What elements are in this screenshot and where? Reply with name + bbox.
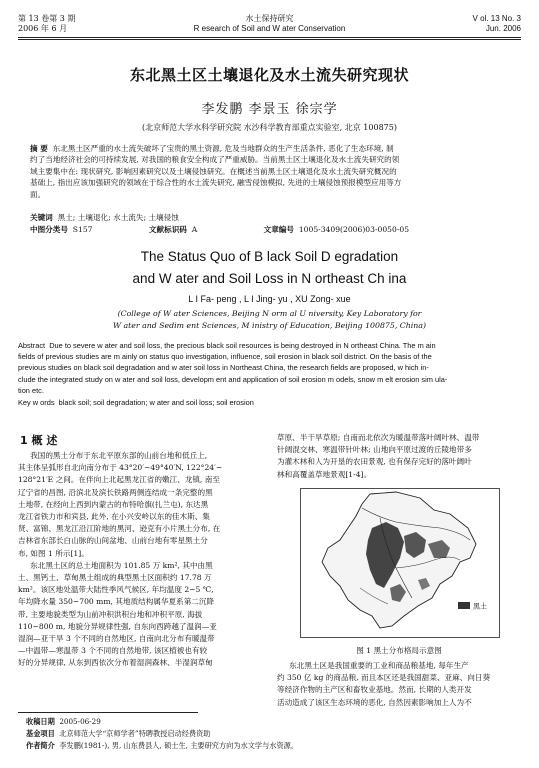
author-bio-label: 作者简介 [26,741,55,750]
fund-text: 北京师范大学“京师学者”特聘教授启动经费资助 [59,729,211,738]
abstract-en-line: fields of previous studies are m ainly on status quo investigation, influence, soil erosion in black soil district. On the basis of the [18,352,432,362]
figure-caption: 图 1 黑土分布格局示意图 [356,646,442,655]
paragraph-line: 土、黑钙土、草甸黑土组成的典型黑土区面积约 17.78 万 [18,573,212,583]
received-label: 收稿日期 [26,717,55,726]
affiliation-en [0,308,539,332]
abstract-en [18,340,521,396]
abstract-en-line: clude the integrated study on w ater and soil loss, developm ent and application of soil erosion m odels, snow m elt erosion sim ula- [18,374,448,384]
abstract-en-line: previous studies on black soil degradation and w ater soil loss in Northeast China, the research fields are proposed, w hich in- [18,363,429,373]
journal-name-cn: 水土保持研究 [245,14,294,23]
doc-code-value: A [191,225,198,234]
paragraph-line: 约 350 亿 kg 的商品粮, 而且本区还是我国甜菜、亚麻、向日葵 [277,673,491,683]
paragraph-line: 草原、半干旱草原; 自南而北依次为暖温带落叶阔叶林、温带 [277,433,480,442]
paragraph-line: 林和高覆盖草地景观[1-4]。 [277,469,372,479]
paragraph-line: 龙江省铁力市和宾县, 此外, 在小兴安岭以东的佳木斯、集 [18,512,210,522]
paragraph-line: 针阔混交林、寒温带针叶林; 山地向平原过渡的丘陵地带多 [277,445,472,455]
paper-title-en-line: and W ater and Soil Loss in N ortheast Ch ina [132,271,407,286]
paper-title-en-line: The Status Quo of B lack Soil D egradation [140,249,399,264]
header-rule [18,37,521,38]
paragraph-line: 等经济作物的主产区和畜牧业基地。然而, 长期的人类开发 [277,685,472,695]
paragraph-line: 贤、富锦、黑龙江沿江阶地的黑河、逊克有小片黑土分布, 在 [18,524,221,534]
figure-1 [300,488,500,638]
keywords-cn-text: 黑土; 土壤退化; 水土流失; 土壤侵蚀 [57,213,179,222]
abstract-cn-label: 摘 要 [30,144,48,153]
paragraph-line: 东北黑土区是我国重要的工业和商品粮基地, 每年生产 [289,661,469,670]
paragraph-line: 土地带, 在经向上西到内蒙古的布特哈旗(扎兰屯), 东达黑 [18,499,209,509]
paragraph-line: km²。该区地处温带大陆性季风气候区, 年均温度 2~5 ℃, [18,585,214,595]
paragraph-line: —中温带—寒温带 3 个不同的自然地带, 该区植被也有较 [18,646,208,656]
black-soil-map [300,488,500,638]
right-column-top [277,432,521,481]
right-column-bottom [277,660,521,709]
footnote-rule [18,712,198,713]
footnote [26,716,521,752]
paragraph-line: 湿润—亚干旱 3 个不同的自然地区, 自南向北分布有暖温带 [18,634,215,644]
paragraph-line: 好的分异规律, 从东到西依次分布着湿润森林、半湿润草甸 [18,658,213,668]
issue-date: 2006 年 6 月 [18,24,68,33]
article-id-label: 文章编号 [263,225,294,234]
paragraph-line: 我国的黑土分布于东北平原东部的山前台地和低丘上, [30,451,208,460]
abstract-cn-line: 域主要集中在: 现状研究, 影响因素研究以及土壤侵蚀研究。在概述当前黑土区土壤退化及水土流失研究概况的 [30,166,397,176]
abstract-cn-line: 约了当地经济社会的可持续发展, 对我国的粮食安全构成了严重威胁。当前黑土区土壤退化及水土流失研究的领 [30,155,400,165]
paragraph-line: 吉林省东部长白山脉的山间盆地、山前台地有零星黑土分 [18,536,208,546]
doc-code-label: 文献标识码 [148,225,187,234]
abstract-cn [30,143,512,200]
journal-name-en: R esearch of Soil and W ater Conservation [193,24,346,33]
keywords-cn [30,212,179,223]
article-id-value: 1005-3409(2006)03-0050-05 [298,225,410,234]
paragraph-line: 128°21′E 之间。在伴向上北起黑龙江省的嫩江、龙镇, 南至 [18,475,220,485]
paragraph-line: 活动造成了该区生态环境的恶化, 自然因素影响加上人为不 [277,697,472,707]
volume-issue-en: V ol. 13 No. 3 [472,14,521,23]
paragraph-line: 110~800 m, 地貌分异规律性强, 自东向西跨越了温润—亚 [18,621,217,631]
section-heading: 1 概 述 [20,434,58,447]
issue-date-en: Jun. 2006 [485,24,521,33]
paragraph-line: 为灌木林和人为开垦的农田景观, 也有保存完好的落叶阔叶 [277,457,472,467]
classification-line [30,224,512,235]
keywords-en-label: Key w ords [18,398,55,407]
volume-issue: 第 13 卷第 3 期 [18,14,76,23]
affiliation-en-line: W ater and Sedim ent Sciences, M inistry of Education, Beijing 100875, China) [112,321,426,330]
paragraph-line: 东北黑土区的总土地面积为 101.85 万 km², 其中由黑 [30,560,213,570]
legend-label: 黑土 [473,602,487,611]
abstract-cn-line: 面。 [30,189,46,199]
paragraph-line: 其主体呈弧形自北向南分布于 43°20′~49°40′N, 122°24′~ [18,463,223,473]
keywords-en [18,397,254,408]
legend-swatch [458,602,470,609]
paragraph-line: 布, 如图 1 所示[1]。 [18,548,89,558]
journal-volume-en [473,14,521,34]
paper-title-cn: 东北黑土区土壤退化及水土流失研究现状 [129,66,409,84]
paper-title-en [0,246,539,290]
abstract-cn-line: 东北黑土区严重的水土流失破坏了宝贵的黑土资源, 危及当地群众的生产生活条件, 恶化了生态环境, 制 [52,144,394,153]
author-bio-text: 李发鹏(1981-), 男, 山东费县人, 硕士生, 主要研究方向为水文学与水资源。 [59,741,299,750]
left-column [18,450,262,670]
paragraph-line: 年均降水量 350~700 mm, 其地质结构属华夏系第二沉降 [18,597,215,607]
paragraph-line: 带, 主要地貌类型为山前冲积洪积台地和冲积平原, 海拔 [18,609,203,619]
authors-cn: 李发鹏 李景玉 徐宗学 [201,102,338,117]
keywords-en-text: black soil; soil degradation; w ater and soil loss; soil erosion [58,398,254,407]
affiliation-en-line: (College of W ater Sciences, Beijing N orm al U niversity, Key Laboratory for [117,309,422,318]
authors-en: L I Fa- peng , L I Jing- yu , XU Zong- xue [188,294,351,304]
journal-name [0,14,539,34]
fund-label: 基金项目 [26,729,55,738]
clc-value: S157 [72,225,93,234]
abstract-cn-line: 基础上, 指出应该加强研究的领域在于综合性的水土流失研究, 融雪侵蚀模拟, 先进的土壤侵蚀预报模型应用等方 [30,178,402,188]
abstract-en-line: tion etc. [18,385,44,395]
abstract-en-line: Due to severe w ater and soil loss, the precious black soil resources is being destroyed in N ortheast China. The m ain [49,341,436,350]
clc-label: 中图分类号 [30,225,68,234]
header-rule-2 [18,39,521,40]
received-date: 2005-06-29 [59,717,101,726]
abstract-en-label: Abstract [18,341,46,350]
paragraph-line: 辽宁省的昌图, 沿滨北及滨长铁路两侧连结成一条完整的黑 [18,487,213,497]
affiliation-cn: (北京师范大学水科学研究院 水沙科学教育部重点实验室, 北京 100875) [142,123,397,132]
keywords-cn-label: 关键词 [30,213,53,222]
